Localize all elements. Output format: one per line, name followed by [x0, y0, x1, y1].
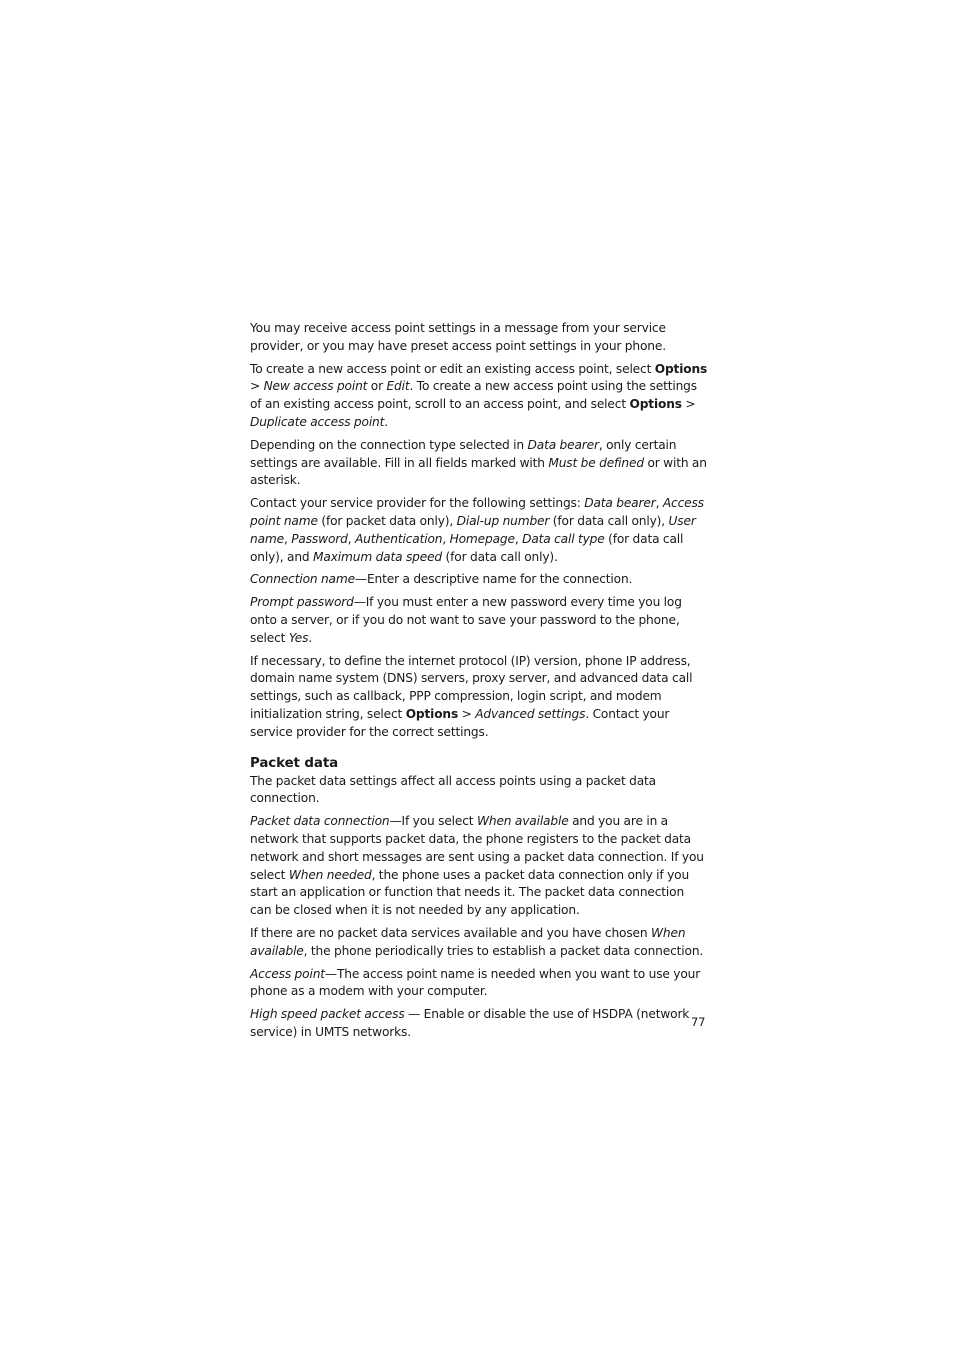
setting-term: High speed packet access: [250, 1007, 405, 1022]
paragraph: Contact your service provider for the following settings: Data bearer, Access point name (for packet data only), Dial-up number (for data call only), User name, Password, Authentication, Homepage, Data call type (for data call only), and Maximum data speed (for data call only).: [250, 496, 704, 564]
page-number: 77: [691, 1015, 706, 1029]
paragraph: Depending on the connection type selected in Data bearer, only certain settings are available. Fill in all fields marked with Must be defined or with an asterisk.: [250, 437, 707, 488]
paragraph: If necessary, to define the internet protocol (IP) version, phone IP address, domain name system (DNS) servers, proxy server, and advanced data call settings, such as callback, PPP compression, login script, and modem initialization string, select Options > Advanced settings. Contact your service provider for the correct settings.: [250, 653, 693, 739]
setting-term: Access point name: [250, 496, 704, 528]
setting-term: Dial-up number: [456, 513, 550, 528]
paragraph: To create a new access point or edit an existing access point, select Options > New access point or Edit. To create a new access point using the settings of an existing access point, scroll to an access point, and select Options > Duplicate access point.: [250, 361, 708, 429]
setting-term: Data call type: [522, 531, 605, 546]
paragraph: Access point—The access point name is needed when you want to use your phone as a modem with your computer.: [250, 966, 701, 999]
setting-term: User name: [250, 513, 696, 546]
section-heading: Packet data: [250, 755, 339, 771]
setting-term: Connection name: [250, 572, 355, 587]
setting-term: Advanced settings: [475, 706, 586, 721]
setting-term: Duplicate access point: [250, 414, 385, 429]
setting-term: Prompt password: [250, 595, 354, 610]
setting-term: Yes: [288, 630, 309, 645]
setting-term: Maximum data speed: [313, 549, 443, 564]
setting-term: When needed: [288, 867, 372, 882]
paragraph: High speed packet access — Enable or disable the use of HSDPA (network service) in UMTS networks.: [250, 1007, 690, 1039]
intro-section: [250, 320, 708, 742]
setting-term: Access point: [250, 966, 325, 981]
menu-term: Options: [405, 706, 459, 721]
setting-term: When available: [476, 814, 569, 829]
paragraph: Connection name—Enter a descriptive name for the connection.: [250, 572, 633, 587]
setting-term: Must be defined: [548, 455, 644, 470]
menu-term: Options: [629, 397, 682, 412]
setting-term: When available: [250, 925, 686, 958]
setting-term: Homepage: [449, 531, 515, 546]
setting-term: Data bearer: [527, 437, 599, 452]
paragraph: You may receive access point settings in a message from your service provider, or you may have preset access point settings in your phone.: [250, 321, 666, 353]
paragraph: Packet data connection—If you select When available and you are in a network that supports packet data, the phone registers to the packet data network and short messages are sent using a packet data connection. If you select When needed, the phone uses a packet data connection only if you start an application or function that needs it. The packet data connection can be closed when it is not needed by any application.: [250, 814, 704, 918]
menu-term: Options: [654, 361, 708, 376]
setting-term: Password: [291, 531, 348, 546]
page-body: [250, 320, 708, 1047]
setting-term: Packet data connection: [250, 814, 390, 829]
setting-term: New access point: [263, 379, 368, 394]
setting-term: Data bearer: [584, 496, 656, 511]
setting-term: Edit: [386, 379, 410, 394]
setting-term: Authentication: [354, 531, 443, 546]
paragraph: Prompt password—If you must enter a new password every time you log onto a server, or if you do not want to save your password to the phone, select Yes.: [250, 595, 682, 645]
paragraph: If there are no packet data services available and you have chosen When available, the phone periodically tries to establish a packet data connection.: [250, 925, 704, 958]
paragraph: The packet data settings affect all access points using a packet data connection.: [250, 773, 657, 806]
packet-data-section: [250, 773, 708, 1042]
